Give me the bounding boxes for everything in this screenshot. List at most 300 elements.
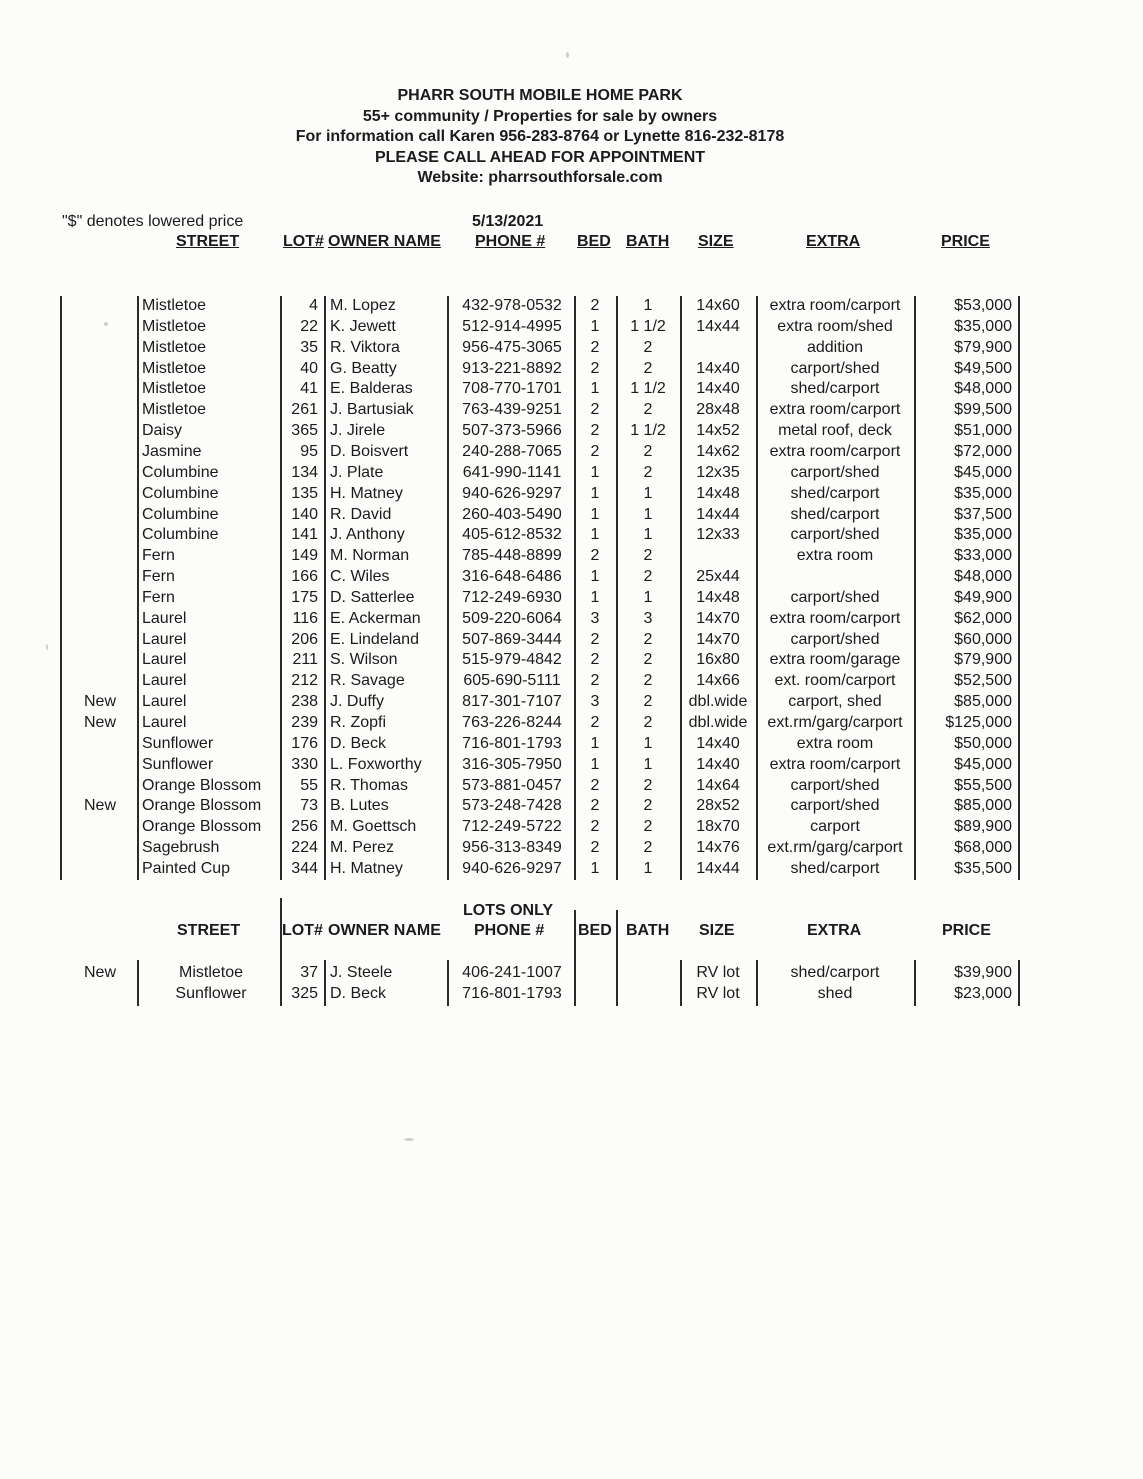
lots-only-label: LOTS ONLY <box>463 902 554 919</box>
cell-phone: 763-439-9251 <box>462 401 562 419</box>
cell-phone: 785-448-8899 <box>462 547 562 565</box>
scan-speck <box>404 1138 414 1141</box>
cell-price: $50,000 <box>954 734 1012 752</box>
cell-price: $51,000 <box>954 422 1012 440</box>
cell-extra: shed/carport <box>790 964 880 981</box>
cell-street: Laurel <box>142 651 187 669</box>
cell-lot: 206 <box>291 630 318 648</box>
cell-lot: 95 <box>300 442 318 460</box>
cell-bath: 2 <box>643 401 653 419</box>
cell-bath: 1 1/2 <box>630 380 666 398</box>
cell-bed: 2 <box>590 672 600 690</box>
cell-price: $125,000 <box>945 714 1012 731</box>
cell-tag: New <box>84 964 117 981</box>
cell-price: $49,900 <box>954 588 1012 606</box>
cell-extra: extra room <box>796 547 874 565</box>
cell-phone: 316-305-7950 <box>462 755 562 773</box>
lots-col-header-lot: LOT# <box>282 922 323 939</box>
cell-extra: ext. room/carport <box>774 672 896 690</box>
cell-extra: extra room/carport <box>769 442 901 460</box>
cell-owner: R. Thomas <box>330 776 408 794</box>
page-subtitle: 55+ community / Properties for sale by owners <box>362 107 718 125</box>
cell-size: 16x80 <box>696 651 740 669</box>
cell-extra: shed/carport <box>790 859 880 877</box>
cell-street: Jasmine <box>142 442 202 460</box>
cell-price: $45,000 <box>954 755 1012 773</box>
cell-extra: carport/shed <box>790 588 880 606</box>
cell-owner: J. Plate <box>330 463 384 481</box>
cell-extra: carport/shed <box>790 630 880 648</box>
cell-extra: shed/carport <box>790 484 880 502</box>
cell-lot: 344 <box>291 859 318 877</box>
cell-tag: New <box>84 693 117 711</box>
cell-owner: J. Duffy <box>330 693 384 711</box>
lots-col-header-bed: BED <box>578 922 612 939</box>
table-rule <box>914 296 916 880</box>
cell-size: 25x44 <box>696 568 740 586</box>
cell-phone: 716-801-1793 <box>462 985 562 1002</box>
cell-bed: 2 <box>590 839 600 857</box>
cell-street: Orange Blossom <box>142 797 262 815</box>
cell-lot: 149 <box>291 547 318 565</box>
cell-lot: 140 <box>291 505 318 523</box>
cell-owner: E. Balderas <box>330 380 413 398</box>
col-header-bed: BED <box>577 233 611 250</box>
table-rule <box>914 960 916 1006</box>
cell-bath: 2 <box>643 338 653 356</box>
list-date: 5/13/2021 <box>472 213 544 230</box>
table-rule <box>1018 296 1020 880</box>
cell-size: 12x35 <box>696 463 740 481</box>
cell-price: $60,000 <box>954 630 1012 648</box>
cell-extra: extra room <box>796 734 874 752</box>
cell-bed: 2 <box>590 630 600 648</box>
cell-phone: 260-403-5490 <box>462 505 562 523</box>
cell-size: 18x70 <box>696 818 740 836</box>
cell-bath: 1 <box>643 505 653 523</box>
cell-owner: D. Boisvert <box>330 442 409 460</box>
cell-bed: 2 <box>590 422 600 440</box>
cell-extra: carport/shed <box>790 526 880 544</box>
cell-phone: 956-475-3065 <box>462 338 562 356</box>
lots-col-header-phone: PHONE # <box>474 922 545 939</box>
cell-owner: J. Steele <box>330 964 393 981</box>
cell-bath: 2 <box>643 630 653 648</box>
cell-street: Laurel <box>142 693 187 711</box>
cell-bed: 2 <box>590 359 600 377</box>
cell-price: $85,000 <box>954 693 1012 711</box>
cell-owner: H. Matney <box>330 859 403 877</box>
lots-col-header-size: SIZE <box>699 922 735 939</box>
cell-bed: 1 <box>590 317 600 335</box>
cell-price: $68,000 <box>954 839 1012 857</box>
cell-bed: 2 <box>590 714 600 731</box>
cell-phone: 316-648-6486 <box>462 568 562 586</box>
cell-bath: 2 <box>643 714 653 731</box>
cell-price: $45,000 <box>954 463 1012 481</box>
cell-size: dbl.wide <box>688 693 748 711</box>
scan-speck <box>566 52 569 58</box>
cell-owner: R. Zopfi <box>330 714 387 731</box>
scan-speck <box>46 644 48 650</box>
cell-size: 14x66 <box>696 672 740 690</box>
col-header-street: STREET <box>176 233 240 250</box>
cell-size: 14x64 <box>696 776 740 794</box>
cell-phone: 712-249-6930 <box>462 588 562 606</box>
cell-owner: R. Savage <box>330 672 405 690</box>
cell-owner: E. Lindeland <box>330 630 419 648</box>
cell-street: Sunflower <box>142 734 214 752</box>
cell-extra: extra room/carport <box>769 755 901 773</box>
cell-phone: 507-373-5966 <box>462 422 562 440</box>
table-rule <box>60 296 62 880</box>
cell-bath: 2 <box>643 463 653 481</box>
cell-extra: extra room/carport <box>769 297 901 314</box>
cell-phone: 509-220-6064 <box>462 609 562 627</box>
cell-bed: 2 <box>590 338 600 356</box>
cell-bed: 1 <box>590 484 600 502</box>
cell-street: Mistletoe <box>142 297 207 314</box>
cell-bath: 2 <box>643 568 653 586</box>
cell-owner: R. Viktora <box>330 338 400 356</box>
cell-price: $53,000 <box>954 297 1012 314</box>
cell-size: RV lot <box>696 964 740 981</box>
cell-street: Columbine <box>142 463 219 481</box>
lots-col-header-owner: OWNER NAME <box>328 922 441 939</box>
cell-bath: 2 <box>643 547 653 565</box>
website-line: Website: pharrsouthforsale.com <box>417 169 663 186</box>
cell-bath: 2 <box>643 672 653 690</box>
cell-extra: metal roof, deck <box>778 422 892 440</box>
col-header-bath: BATH <box>626 233 670 250</box>
cell-size: 14x76 <box>696 839 740 857</box>
cell-lot: 325 <box>291 985 318 1002</box>
cell-phone: 432-978-0532 <box>462 297 562 314</box>
cell-owner: L. Foxworthy <box>330 755 422 773</box>
cell-bed: 2 <box>590 797 600 815</box>
cell-phone: 605-690-5111 <box>463 672 561 690</box>
cell-bed: 1 <box>590 755 600 773</box>
cell-size: 14x44 <box>696 859 740 877</box>
cell-price: $49,500 <box>954 359 1012 377</box>
cell-extra: shed <box>817 985 853 1002</box>
cell-price: $39,900 <box>954 964 1012 981</box>
cell-lot: 211 <box>292 651 318 669</box>
cell-price: $52,500 <box>954 672 1012 690</box>
cell-phone: 406-241-1007 <box>462 964 562 981</box>
cell-extra: carport/shed <box>790 797 880 815</box>
col-header-lot: LOT# <box>283 233 324 250</box>
cell-lot: 41 <box>300 380 318 398</box>
cell-phone: 940-626-9297 <box>462 484 562 502</box>
cell-tag: New <box>84 797 117 815</box>
cell-street: Daisy <box>142 422 183 440</box>
cell-phone: 515-979-4842 <box>462 651 562 669</box>
cell-size: 14x70 <box>696 630 740 648</box>
cell-street: Fern <box>142 547 175 565</box>
cell-street: Orange Blossom <box>142 776 262 794</box>
cell-lot: 37 <box>300 964 318 981</box>
cell-phone: 573-881-0457 <box>462 776 562 794</box>
cell-phone: 913-221-8892 <box>462 359 562 377</box>
cell-lot: 55 <box>300 776 318 794</box>
cell-price: $48,000 <box>954 568 1012 586</box>
cell-phone: 512-914-4995 <box>462 317 562 335</box>
cell-lot: 35 <box>300 338 318 356</box>
cell-phone: 641-990-1141 <box>462 463 562 481</box>
cell-bath: 1 <box>643 755 653 773</box>
cell-bath: 1 1/2 <box>630 317 666 335</box>
cell-size: 28x52 <box>696 797 740 815</box>
cell-street: Sagebrush <box>142 839 220 857</box>
cell-lot: 175 <box>291 588 318 606</box>
cell-lot: 261 <box>291 401 318 419</box>
cell-owner: R. David <box>330 505 392 523</box>
cell-price: $85,000 <box>954 797 1012 815</box>
appointment-line: PLEASE CALL AHEAD FOR APPOINTMENT <box>374 148 706 166</box>
cell-owner: M. Goettsch <box>330 818 417 836</box>
cell-size: 14x70 <box>696 609 740 627</box>
table-rule <box>616 910 618 1006</box>
cell-phone: 712-249-5722 <box>462 818 562 836</box>
cell-bath: 2 <box>643 797 653 815</box>
cell-bath: 1 <box>643 297 653 314</box>
cell-size: 12x33 <box>696 526 740 544</box>
cell-owner: M. Perez <box>330 839 395 857</box>
col-header-size: SIZE <box>698 233 734 250</box>
cell-phone: 240-288-7065 <box>462 442 562 460</box>
lots-col-header-bath: BATH <box>626 922 670 939</box>
cell-owner: K. Jewett <box>330 317 396 335</box>
cell-price: $72,000 <box>954 442 1012 460</box>
cell-bed: 2 <box>590 401 600 419</box>
cell-bed: 1 <box>590 588 600 606</box>
cell-size: 14x48 <box>696 484 740 502</box>
cell-price: $48,000 <box>954 380 1012 398</box>
cell-owner: E. Ackerman <box>330 609 421 627</box>
cell-phone: 817-301-7107 <box>462 693 562 711</box>
col-header-price: PRICE <box>941 233 990 250</box>
cell-bath: 1 <box>643 526 653 544</box>
cell-extra: extra room/shed <box>777 317 893 335</box>
cell-lot: 365 <box>291 422 318 440</box>
cell-lot: 22 <box>300 317 318 335</box>
cell-street: Mistletoe <box>142 380 207 398</box>
lowered-price-note: "$" denotes lowered price <box>62 213 244 230</box>
cell-street: Sunflower <box>175 985 247 1002</box>
cell-street: Laurel <box>142 630 187 648</box>
cell-lot: 73 <box>300 797 318 815</box>
cell-lot: 40 <box>300 359 318 377</box>
cell-street: Fern <box>142 588 175 606</box>
cell-owner: M. Norman <box>330 547 410 565</box>
cell-size: 14x44 <box>696 505 740 523</box>
cell-owner: M. Lopez <box>330 297 396 314</box>
cell-street: Mistletoe <box>178 964 244 981</box>
cell-extra: extra room/carport <box>769 609 901 627</box>
cell-size: 14x40 <box>696 359 740 377</box>
cell-tag: New <box>84 714 117 731</box>
col-header-extra: EXTRA <box>806 233 861 250</box>
cell-owner: J. Anthony <box>330 526 405 544</box>
cell-owner: D. Satterlee <box>330 588 415 606</box>
cell-price: $79,900 <box>954 338 1012 356</box>
cell-price: $35,000 <box>954 317 1012 335</box>
cell-extra: carport/shed <box>790 776 880 794</box>
cell-lot: 256 <box>291 818 318 836</box>
cell-lot: 141 <box>291 526 318 544</box>
cell-lot: 239 <box>291 714 318 731</box>
cell-bed: 1 <box>590 463 600 481</box>
document-header <box>0 86 1080 189</box>
cell-street: Mistletoe <box>142 338 207 356</box>
cell-price: $37,500 <box>954 505 1012 523</box>
cell-price: $33,000 <box>954 547 1012 565</box>
col-header-phone: PHONE # <box>475 233 546 250</box>
table-rule <box>324 960 326 1006</box>
cell-bed: 1 <box>590 568 600 586</box>
cell-size: 14x44 <box>696 317 740 335</box>
cell-bath: 1 <box>643 734 653 752</box>
page-title: PHARR SOUTH MOBILE HOME PARK <box>397 87 683 104</box>
cell-phone: 708-770-1701 <box>462 380 562 398</box>
cell-street: Laurel <box>142 672 187 690</box>
cell-phone: 507-869-3444 <box>462 630 562 648</box>
cell-lot: 166 <box>291 568 318 586</box>
cell-size: RV lot <box>696 985 740 1002</box>
cell-extra: extra room/carport <box>769 401 901 419</box>
cell-street: Mistletoe <box>142 359 207 377</box>
cell-bath: 2 <box>643 818 653 836</box>
cell-extra: carport, shed <box>788 693 882 711</box>
cell-bed: 1 <box>590 526 600 544</box>
cell-lot: 238 <box>291 693 318 711</box>
cell-bed: 1 <box>590 734 600 752</box>
cell-phone: 573-248-7428 <box>462 797 562 815</box>
cell-bed: 2 <box>590 776 600 794</box>
cell-size: 14x60 <box>696 297 740 314</box>
cell-street: Columbine <box>142 526 219 544</box>
cell-lot: 330 <box>291 755 318 773</box>
table-rule <box>137 960 139 1006</box>
cell-price: $23,000 <box>954 985 1012 1002</box>
cell-owner: B. Lutes <box>330 797 389 815</box>
cell-lot: 116 <box>292 609 318 627</box>
cell-bed: 2 <box>590 818 600 836</box>
table-rule <box>1018 960 1020 1006</box>
cell-street: Painted Cup <box>142 859 231 877</box>
cell-bath: 1 <box>643 484 653 502</box>
cell-bed: 2 <box>590 651 600 669</box>
cell-street: Columbine <box>142 484 219 502</box>
cell-price: $35,000 <box>954 484 1012 502</box>
cell-street: Laurel <box>142 714 187 731</box>
cell-lot: 176 <box>291 734 318 752</box>
cell-bath: 2 <box>643 839 653 857</box>
cell-owner: G. Beatty <box>330 359 397 377</box>
cell-street: Sunflower <box>142 755 214 773</box>
cell-bed: 3 <box>590 609 600 627</box>
cell-bath: 2 <box>643 359 653 377</box>
cell-size: 14x52 <box>696 422 740 440</box>
cell-extra: carport/shed <box>790 359 880 377</box>
table-rule <box>137 296 139 880</box>
cell-bath: 1 1/2 <box>630 422 666 440</box>
cell-extra: ext.rm/garg/carport <box>767 839 903 857</box>
cell-street: Laurel <box>142 609 187 627</box>
cell-size: 14x48 <box>696 588 740 606</box>
cell-phone: 940-626-9297 <box>462 859 562 877</box>
cell-owner: C. Wiles <box>330 568 390 586</box>
cell-bath: 1 <box>643 588 653 606</box>
cell-price: $79,900 <box>954 651 1012 669</box>
cell-extra: carport/shed <box>790 463 880 481</box>
cell-size: 14x40 <box>696 734 740 752</box>
cell-phone: 763-226-8244 <box>462 714 562 731</box>
cell-extra: addition <box>806 338 864 356</box>
cell-owner: J. Bartusiak <box>330 401 414 419</box>
cell-owner: D. Beck <box>330 985 387 1002</box>
cell-bed: 2 <box>590 442 600 460</box>
cell-bath: 2 <box>643 693 653 711</box>
cell-price: $35,000 <box>954 526 1012 544</box>
cell-phone: 405-612-8532 <box>462 526 562 544</box>
cell-size: 14x62 <box>696 442 740 460</box>
cell-phone: 956-313-8349 <box>462 839 562 857</box>
cell-size: 14x40 <box>696 380 740 398</box>
cell-extra: carport <box>810 818 860 836</box>
scan-speck <box>104 322 108 326</box>
cell-owner: J. Jirele <box>330 422 386 440</box>
cell-street: Columbine <box>142 505 219 523</box>
cell-bed: 1 <box>590 859 600 877</box>
cell-bath: 2 <box>643 651 653 669</box>
cell-owner: S. Wilson <box>330 651 398 669</box>
cell-street: Mistletoe <box>142 401 207 419</box>
cell-lot: 212 <box>291 672 318 690</box>
cell-bath: 2 <box>643 776 653 794</box>
cell-bed: 2 <box>590 547 600 565</box>
cell-lot: 134 <box>291 463 318 481</box>
cell-size: dbl.wide <box>688 714 748 731</box>
cell-bath: 3 <box>643 609 653 627</box>
lots-col-header-price: PRICE <box>942 922 991 939</box>
cell-extra: ext.rm/garg/carport <box>767 714 903 731</box>
cell-lot: 4 <box>309 297 318 314</box>
cell-price: $99,500 <box>954 401 1012 419</box>
cell-extra: shed/carport <box>790 505 880 523</box>
cell-lot: 224 <box>291 839 318 857</box>
cell-phone: 716-801-1793 <box>462 734 562 752</box>
cell-bath: 2 <box>643 442 653 460</box>
cell-price: $89,900 <box>954 818 1012 836</box>
cell-extra: extra room/garage <box>769 651 901 669</box>
cell-size: 14x40 <box>696 755 740 773</box>
cell-owner: D. Beck <box>330 734 387 752</box>
col-header-owner: OWNER NAME <box>328 233 441 250</box>
cell-extra: shed/carport <box>790 380 880 398</box>
cell-size: 28x48 <box>696 401 740 419</box>
cell-bed: 1 <box>590 505 600 523</box>
cell-bath: 1 <box>643 859 653 877</box>
cell-price: $55,500 <box>954 776 1012 794</box>
cell-bed: 3 <box>590 693 600 711</box>
table-rule <box>324 296 326 880</box>
cell-price: $35,500 <box>954 859 1012 877</box>
cell-owner: H. Matney <box>330 484 403 502</box>
cell-bed: 1 <box>590 380 600 398</box>
cell-street: Fern <box>142 568 175 586</box>
